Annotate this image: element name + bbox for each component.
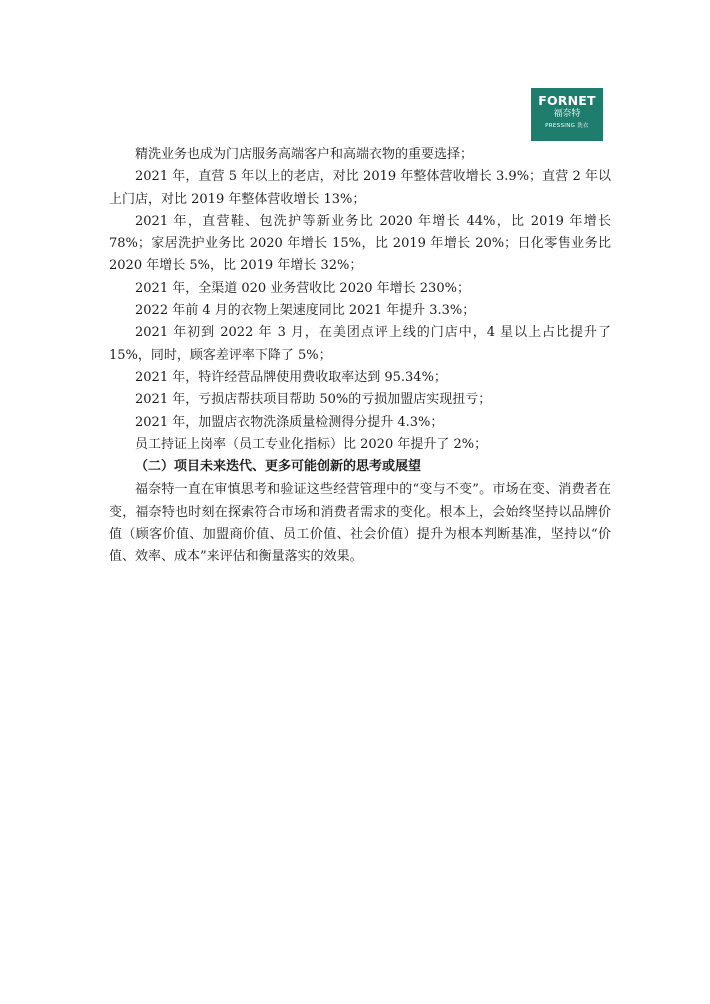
paragraph-new-business: 2021 年，直营鞋、包洗护等新业务比 2020 年增长 44%，比 2019 年增长 78%；家居洗护业务比 2020 年增长 15%，比 2019 年增长 20%；日化零售业务比 2020 年增长 5%，比 2019 年增长 32%；: [109, 213, 611, 274]
paragraph-store-revenue: 2021 年，直营 5 年以上的老店，对比 2019 年整体营收增长 3.9%；直营 2 年以上门店，对比 2019 年整体营收增长 13%；: [109, 169, 611, 207]
paragraph-shelving-speed: 2022 年前 4 月的衣物上架速度同比 2021 年提升 3.3%；: [135, 303, 476, 319]
section-heading: （二）项目未来迭代、更多可能创新的思考或展望: [135, 459, 422, 475]
paragraph-o2o-revenue: 2021 年，全渠道 020 业务营收比 2020 年增长 230%；: [135, 280, 470, 296]
closing-paragraph: 福奈特一直在审慎思考和验证这些经营管理中的“变与不变”。市场在变、消费者在变，福奈特也时刻在探索符合市场和消费者需求的变化。根本上，会始终坚持以品牌价值（顾客价值、加盟商价值、员工价值、社会价值）提升为根本判断基准，坚持以“价值、效率、成本”来评估和衡量落实的效果。: [109, 482, 611, 565]
logo-chinese-text: 福奈特: [553, 109, 581, 119]
paragraph-franchise-fee: 2021 年，特许经营品牌使用费收取率达到 95.34%；: [135, 369, 447, 385]
fornet-logo: [531, 88, 603, 141]
document-body: [109, 144, 611, 569]
paragraph-fine-wash: 精洗业务也成为门店服务高端客户和高端衣物的重要选择；: [135, 147, 474, 162]
paragraph-quality-score: 2021 年，加盟店衣物洗涤质量检测得分提升 4.3%；: [135, 414, 444, 430]
paragraph-meituan-rating: 2021 年初到 2022 年 3 月，在美团点评上线的门店中，4 星以上占比提升了 15%，同时，顾客差评率下降了 5%；: [109, 325, 611, 363]
paragraph-loss-store: 2021 年，亏损店帮扶项目帮助 50%的亏损加盟店实现扭亏；: [135, 392, 492, 408]
logo-subtitle-text: PRESSING 洗衣: [545, 123, 589, 129]
logo-brand-text: FORNET: [538, 93, 596, 108]
paragraph-certification: 员工持证上岗率（员工专业化指标）比 2020 年提升了 2%；: [135, 436, 488, 452]
